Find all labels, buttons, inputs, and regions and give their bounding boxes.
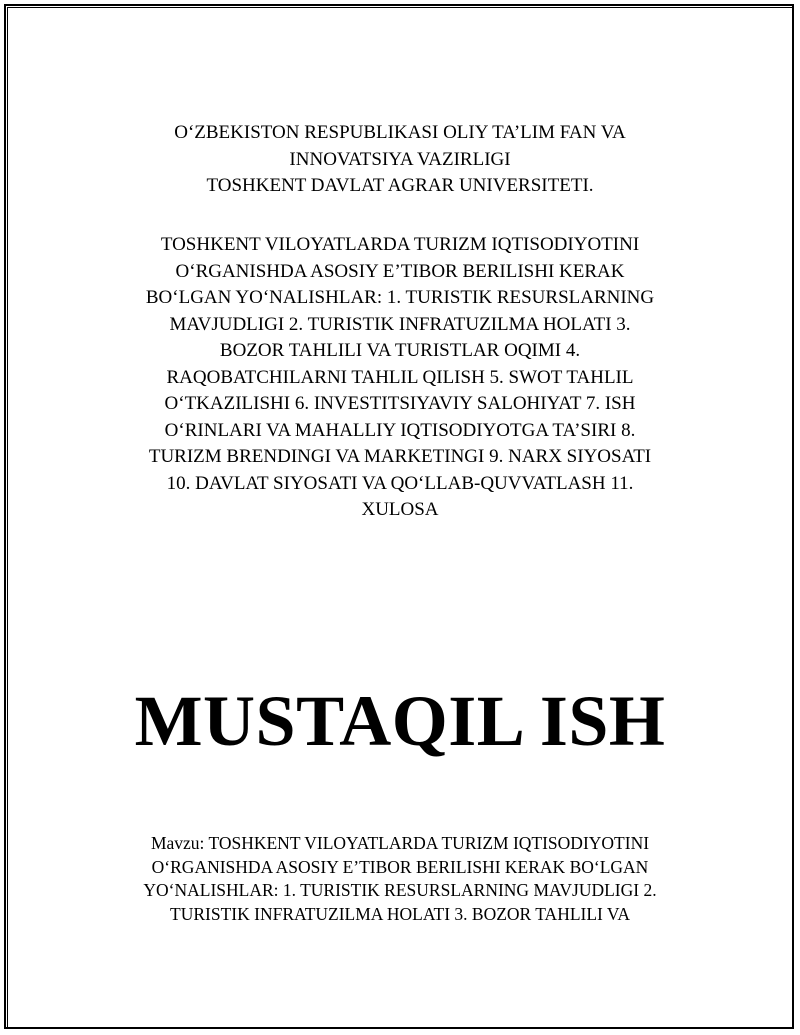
document-title: MUSTAQIL ISH [134, 681, 666, 761]
subject-line: Mavzu: TOSHKENT VILOYATLARDA TURIZM IQTISODIYOTINI [150, 833, 650, 853]
subject-line: O‘RGANISHDA ASOSIY E’TIBOR BERILISHI KERAK BO‘LGAN [151, 856, 649, 877]
topic-line: RAQOBATCHILARNI TAHLIL QILISH 5. SWOT TAHLIL [166, 366, 634, 388]
topic-line: MAVJUDLIGI 2. TURISTIK INFRATUZILMA HOLATI 3. [169, 313, 631, 335]
subject-line: YO‘NALISHLAR: 1. TURISTIK RESURSLARNING MAVJUDLIGI 2. [143, 880, 657, 900]
subject-line: TURISTIK INFRATUZILMA HOLATI 3. BOZOR TAHLILI VA [170, 903, 630, 924]
institution-line: O‘ZBEKISTON RESPUBLIKASI OLIY TA’LIM FAN VA [174, 122, 626, 143]
institution-line: INNOVATSIYA VAZIRLIGI [289, 148, 511, 170]
topic-line: O‘TKAZILISHI 6. INVESTITSIYAVIY SALOHIYAT 7. ISH [164, 393, 636, 414]
topic-line: TOSHKENT VILOYATLARDA TURIZM IQTISODIYOTINI [160, 234, 640, 255]
topic-line: BO‘LGAN YO‘NALISHLAR: 1. TURISTIK RESURSLARNING [145, 287, 655, 308]
topic-text [110, 232, 690, 524]
topic-line: O‘RINLARI VA MAHALLIY IQTISODIYOTGA TA’SIRI 8. [164, 419, 636, 441]
institution-header [110, 120, 690, 200]
topic-line: TURIZM BRENDINGI VA MARKETINGI 9. NARX SIYOSATI [148, 446, 652, 467]
topic-line: 10. DAVLAT SIYOSATI VA QO‘LLAB-QUVVATLASH 11. [166, 472, 634, 494]
subject-text [115, 832, 685, 926]
topic-line: BOZOR TAHLILI VA TURISTLAR OQIMI 4. [219, 340, 581, 361]
institution-line: TOSHKENT DAVLAT AGRAR UNIVERSITETI. [206, 175, 594, 196]
topic-line: O‘RGANISHDA ASOSIY E’TIBOR BERILISHI KERAK [175, 260, 625, 282]
topic-line: XULOSA [361, 499, 439, 520]
